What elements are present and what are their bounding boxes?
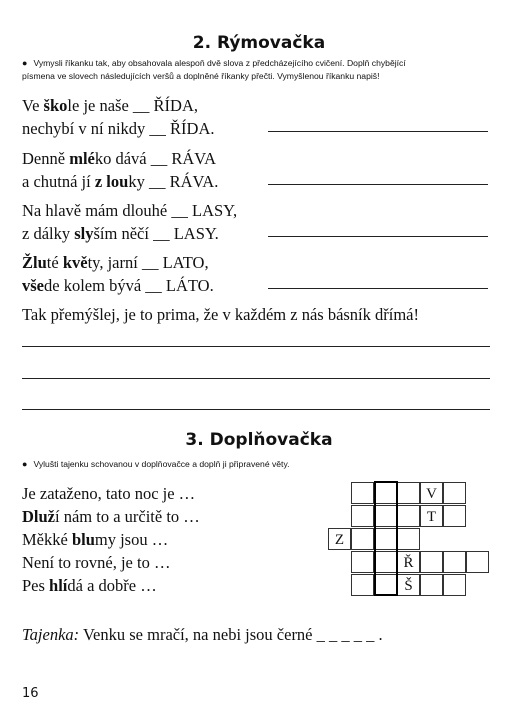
crossword-cell[interactable] — [397, 482, 420, 504]
answer-line-3[interactable] — [268, 236, 488, 237]
clue-4: Není to rovné, je to … — [22, 553, 171, 572]
crossword-cell-letter: Ř — [397, 551, 420, 573]
tajenka-sentence: Tajenka: Venku se mračí, na nebi jsou černé _ _ _ _ _ . — [22, 625, 383, 644]
writing-line-2[interactable] — [22, 378, 490, 379]
section-2-title: 2. Rýmovačka — [192, 33, 326, 53]
page-number: 16 — [22, 686, 39, 701]
clue-1: Je zataženo, tato noc je … — [22, 484, 196, 503]
answer-line-2[interactable] — [268, 184, 488, 185]
crossword-cell[interactable] — [443, 574, 466, 596]
verse-3-line-1: Na hlavě mám dlouhé __ LASY, — [22, 201, 238, 220]
crossword-cell[interactable] — [466, 551, 489, 573]
verse-4-line-2: všede kolem bývá __ LÁTO. — [22, 276, 214, 295]
closing-verse: Tak přemýšlej, je to prima, že v každém z nás básník dřímá! — [22, 305, 419, 324]
clue-3: Měkké blumy jsou … — [22, 530, 169, 549]
bullet-icon: ● — [22, 58, 28, 68]
crossword-cell-letter: Š — [397, 574, 420, 596]
section-2-instruction — [22, 57, 492, 83]
verse-2-line-1: Denně mléko dává __ RÁVA — [22, 149, 217, 168]
writing-line-1[interactable] — [22, 346, 490, 347]
crossword-cell-letter: T — [420, 505, 443, 527]
verse-1-line-1: Ve škole je naše __ ŘÍDA, — [22, 96, 198, 115]
instruction-line-2: písmena ve slovech následujících veršů a doplněné říkanky přečti. Vymyšlenou říkanku napiš! — [22, 71, 380, 81]
crossword-cell-letter: Z — [328, 528, 351, 550]
tajenka-label: Tajenka: — [22, 625, 80, 644]
crossword-cell[interactable] — [397, 505, 420, 527]
verse-3-line-2: z dálky slyším něčí __ LASY. — [22, 224, 219, 243]
bullet-icon: ● — [22, 459, 28, 469]
section-3-title: 3. Doplňovačka — [185, 430, 333, 450]
instruction-line-1: Vymysli říkanku tak, aby obsahovala alespoň dvě slova z předcházejícího cvičení. Doplň chybějící — [33, 58, 406, 68]
answer-line-1[interactable] — [268, 131, 488, 132]
section-3-instruction: ● Vylušti tajenku schovanou v doplňovačce a doplň ji připravené věty. — [22, 459, 290, 469]
writing-line-3[interactable] — [22, 409, 490, 410]
crossword-cell[interactable] — [351, 574, 374, 596]
crossword-cell[interactable] — [351, 528, 374, 550]
answer-line-4[interactable] — [268, 288, 488, 289]
verse-1-line-2: nechybí v ní nikdy __ ŘÍDA. — [22, 119, 215, 138]
clue-5: Pes hlídá a dobře … — [22, 576, 157, 595]
crossword-cell[interactable] — [443, 482, 466, 504]
crossword-cell[interactable] — [443, 505, 466, 527]
crossword-cell[interactable] — [420, 574, 443, 596]
crossword-cell[interactable] — [351, 551, 374, 573]
verse-2-line-2: a chutná jí z louky __ RÁVA. — [22, 172, 219, 191]
crossword-cell[interactable] — [351, 482, 374, 504]
crossword-cell[interactable] — [397, 528, 420, 550]
secret-column-highlight — [374, 481, 398, 596]
clue-2: Dluží nám to a určitě to … — [22, 507, 200, 526]
tajenka-blanks[interactable]: _ _ _ _ _ . — [312, 625, 383, 644]
verse-4-line-1: Žluté květy, jarní __ LATO, — [22, 253, 209, 272]
crossword-cell[interactable] — [443, 551, 466, 573]
crossword-cell[interactable] — [420, 551, 443, 573]
crossword-cell-letter: V — [420, 482, 443, 504]
crossword-cell[interactable] — [351, 505, 374, 527]
